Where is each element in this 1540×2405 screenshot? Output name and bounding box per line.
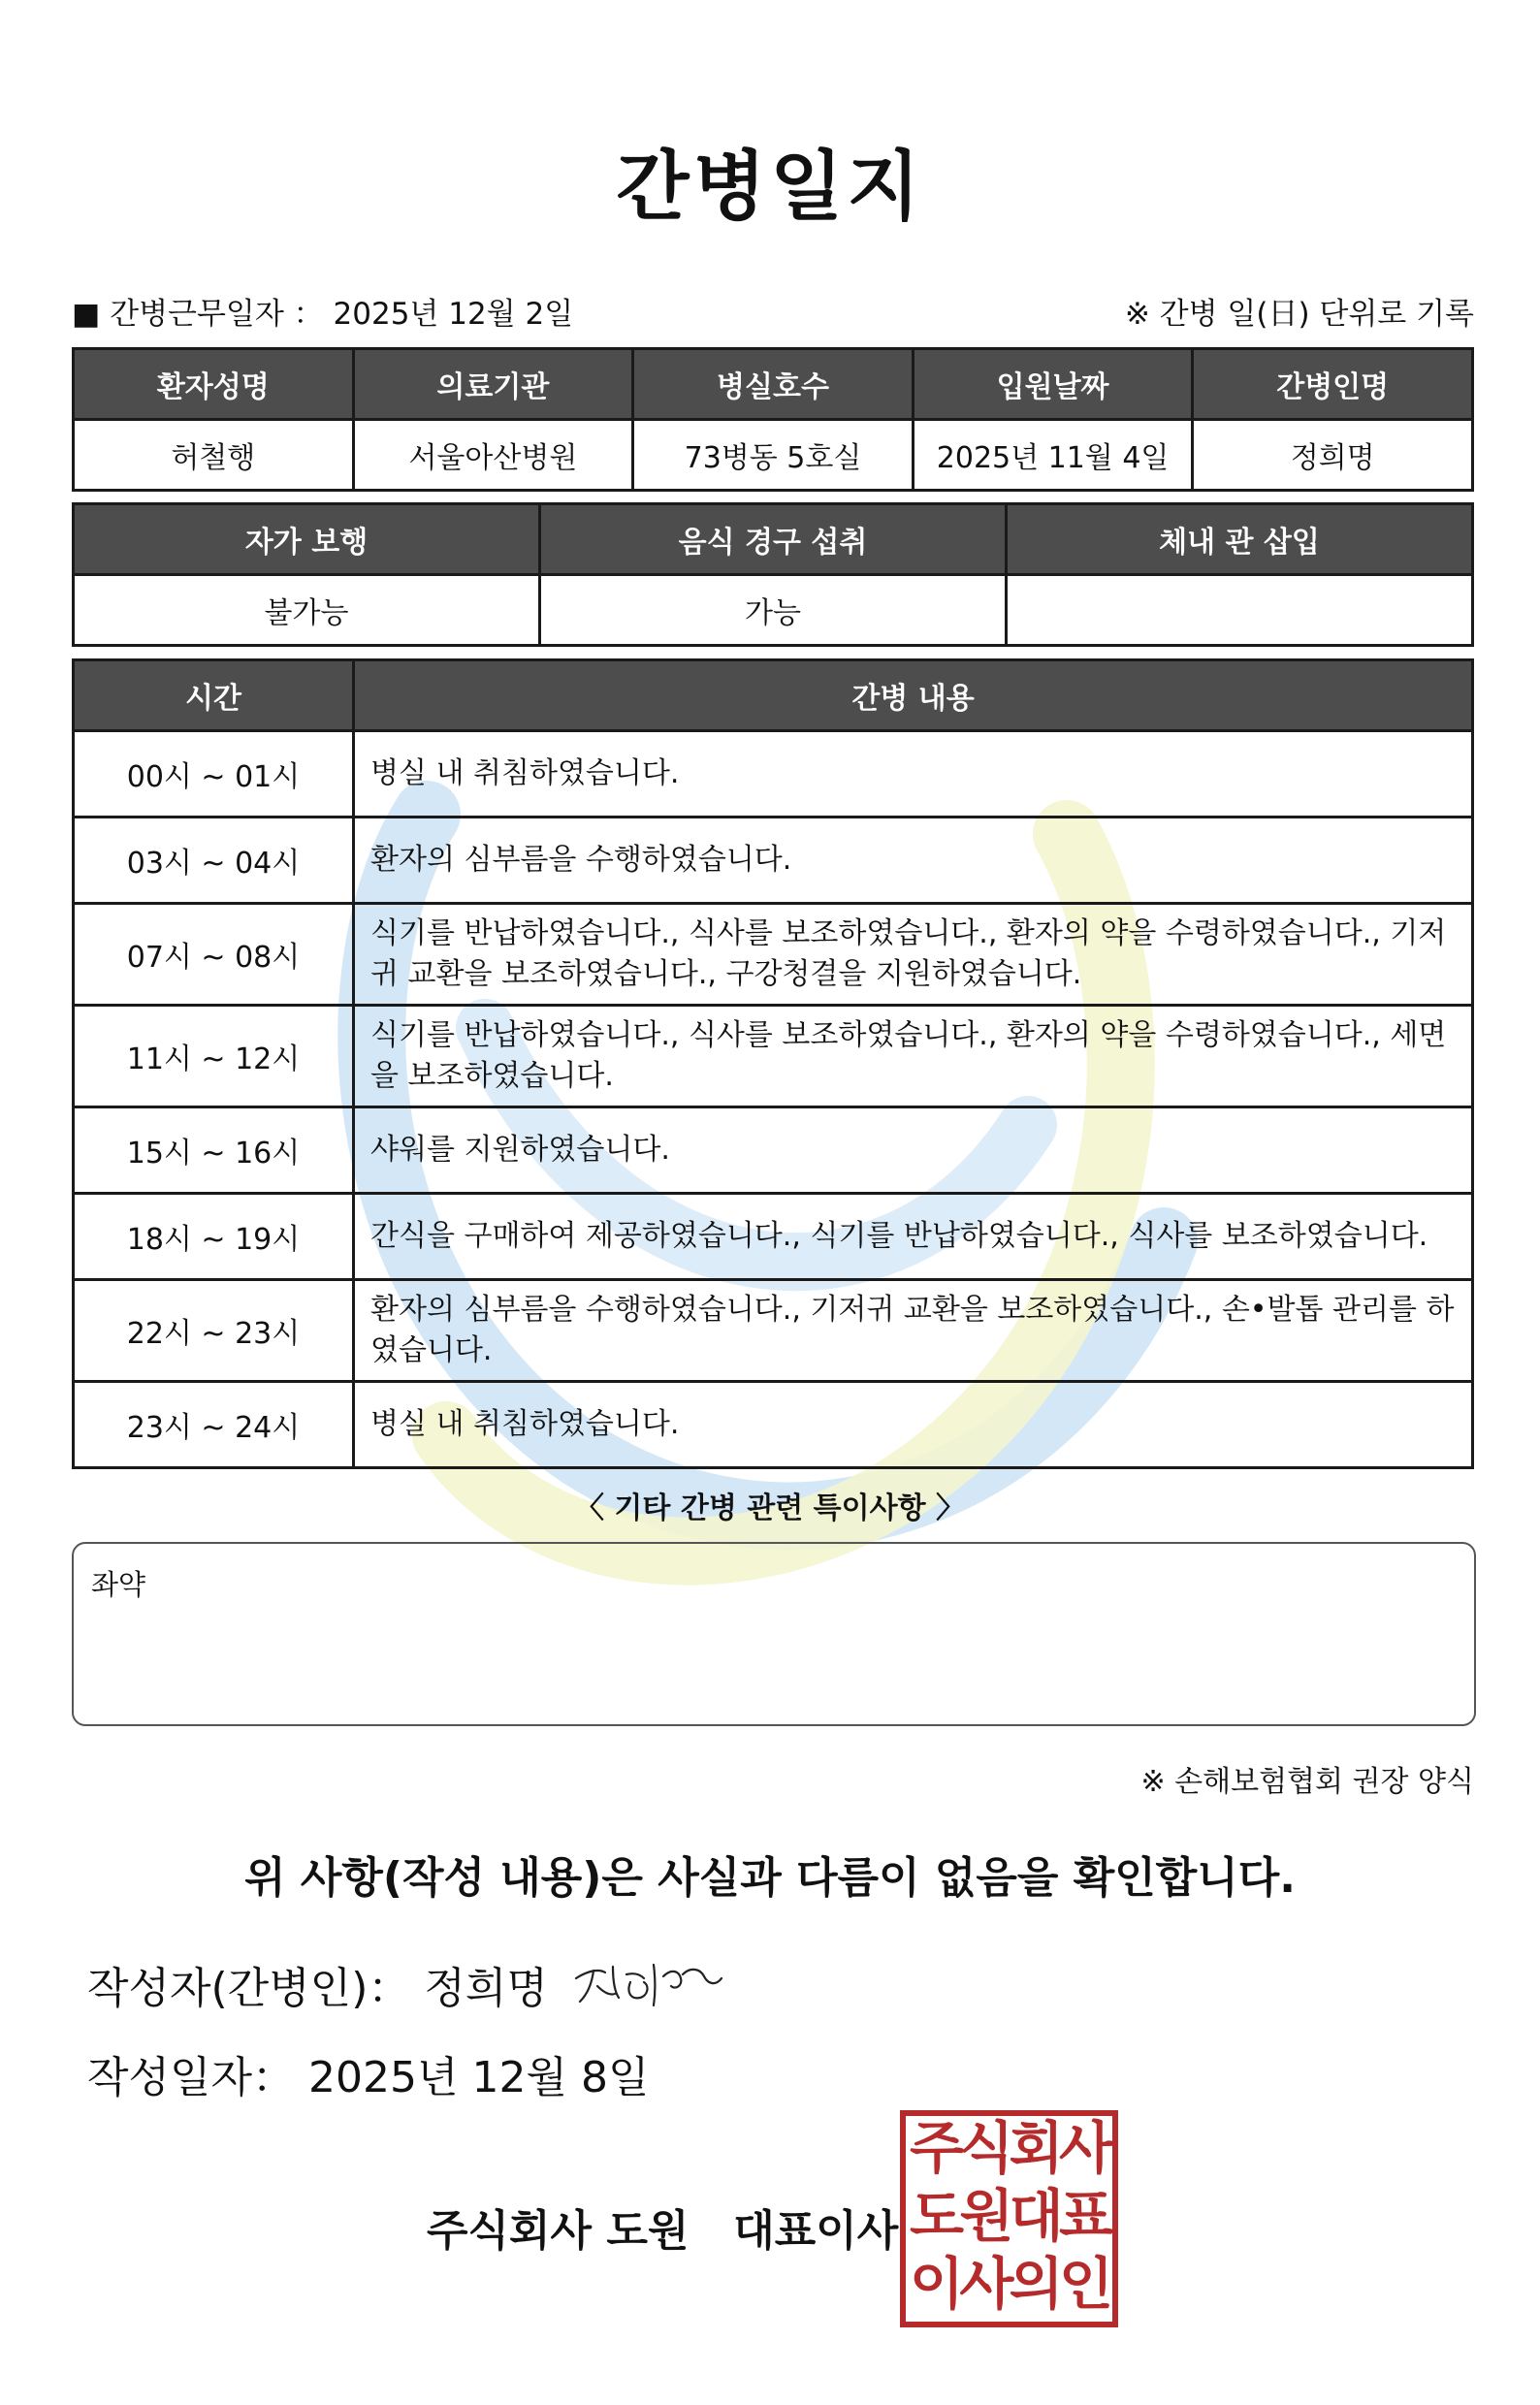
table-row bbox=[74, 1006, 1473, 1107]
header-caregiver: 간병인명 bbox=[1193, 349, 1473, 420]
content-cell: 식기를 반납하였습니다., 식사를 보조하였습니다., 환자의 약을 수령하였습니다., 세면을 보조하였습니다. bbox=[354, 1006, 1473, 1107]
seal-char: 이 bbox=[910, 2251, 965, 2317]
table-row bbox=[74, 904, 1473, 1006]
page-title: 간병일지 bbox=[616, 144, 924, 231]
time-cell: 11시 ~ 12시 bbox=[74, 1006, 354, 1107]
special-notes-label: 〈 기타 간병 관련 특이사항 〉 bbox=[574, 1491, 966, 1525]
header-institution: 의료기관 bbox=[353, 349, 633, 420]
writer-line: 작성자(간병인)： 정희명 bbox=[87, 1964, 548, 2013]
seal-row bbox=[910, 2115, 1114, 2181]
time-cell: 18시 ~ 19시 bbox=[74, 1194, 354, 1280]
company-seal-stamp bbox=[900, 2110, 1118, 2327]
room-number: 73병동 5호실 bbox=[633, 420, 914, 491]
content-cell: 병실 내 취침하였습니다. bbox=[354, 731, 1473, 818]
confirmation-statement: 위 사항(작성 내용)은 사실과 다름이 없음을 확인합니다. bbox=[244, 1853, 1296, 1903]
special-notes-text: 좌약 bbox=[91, 1568, 146, 1601]
time-cell: 22시 ~ 23시 bbox=[74, 1280, 354, 1382]
table-row bbox=[74, 1107, 1473, 1194]
patient-name: 허철행 bbox=[74, 420, 354, 491]
time-cell: 03시 ~ 04시 bbox=[74, 818, 354, 904]
header-care-content: 간병 내용 bbox=[354, 660, 1473, 731]
seal-char: 주 bbox=[910, 2115, 965, 2181]
content-cell: 샤워를 지원하였습니다. bbox=[354, 1107, 1473, 1194]
header-admission-date: 입원날짜 bbox=[913, 349, 1193, 420]
time-cell: 15시 ~ 16시 bbox=[74, 1107, 354, 1194]
time-cell: 00시 ~ 01시 bbox=[74, 731, 354, 818]
header-walking: 자가 보행 bbox=[74, 504, 540, 575]
seal-char: 도 bbox=[910, 2183, 965, 2249]
care-log-table bbox=[72, 658, 1474, 1469]
table-row bbox=[74, 818, 1473, 904]
seal-char: 식 bbox=[959, 2115, 1014, 2181]
header-room: 병실호수 bbox=[633, 349, 914, 420]
tube-value bbox=[1007, 575, 1473, 646]
seal-char: 대 bbox=[1009, 2183, 1064, 2249]
recommend-note: ※ 손해보험협회 권장 양식 bbox=[1140, 1765, 1474, 1799]
seal-char: 표 bbox=[1058, 2183, 1114, 2249]
header-tube: 체내 관 삽입 bbox=[1007, 504, 1473, 575]
signature-image bbox=[570, 1953, 725, 2015]
content-cell: 환자의 심부름을 수행하였습니다. bbox=[354, 818, 1473, 904]
status-table bbox=[72, 502, 1474, 647]
seal-row bbox=[910, 2251, 1114, 2317]
unit-note: ※ 간병 일(日) 단위로 기록 bbox=[1124, 297, 1474, 332]
table-row bbox=[74, 1194, 1473, 1280]
seal-char: 사 bbox=[959, 2251, 1014, 2317]
work-date: ■ 간병근무일자 ： 2025년 12월 2일 bbox=[72, 297, 574, 332]
content-cell: 환자의 심부름을 수행하였습니다., 기저귀 교환을 보조하였습니다., 손•발톱 관리를 하였습니다. bbox=[354, 1280, 1473, 1382]
table-row bbox=[74, 1382, 1473, 1468]
content-cell: 식기를 반납하였습니다., 식사를 보조하였습니다., 환자의 약을 수령하였습니다., 기저귀 교환을 보조하였습니다., 구강청결을 지원하였습니다. bbox=[354, 904, 1473, 1006]
header-time: 시간 bbox=[74, 660, 354, 731]
time-cell: 23시 ~ 24시 bbox=[74, 1382, 354, 1468]
seal-char: 회 bbox=[1009, 2115, 1064, 2181]
table-row bbox=[74, 1280, 1473, 1382]
seal-char: 원 bbox=[959, 2183, 1014, 2249]
seal-char: 의 bbox=[1009, 2251, 1064, 2317]
seal-char: 인 bbox=[1058, 2251, 1114, 2317]
header-patient-name: 환자성명 bbox=[74, 349, 354, 420]
caregiver-name: 정희명 bbox=[1193, 420, 1473, 491]
special-notes-box bbox=[72, 1542, 1476, 1726]
content-cell: 병실 내 취침하였습니다. bbox=[354, 1382, 1473, 1468]
header-oral-intake: 음식 경구 섭취 bbox=[540, 504, 1007, 575]
institution: 서울아산병원 bbox=[353, 420, 633, 491]
admission-date: 2025년 11월 4일 bbox=[913, 420, 1193, 491]
written-date-line: 작성일자： 2025년 12월 8일 bbox=[87, 2053, 650, 2102]
oral-intake-value: 가능 bbox=[540, 575, 1007, 646]
time-cell: 07시 ~ 08시 bbox=[74, 904, 354, 1006]
table-row bbox=[74, 731, 1473, 818]
seal-char: 사 bbox=[1058, 2115, 1114, 2181]
seal-row bbox=[910, 2183, 1114, 2249]
walking-value: 불가능 bbox=[74, 575, 540, 646]
patient-info-table bbox=[72, 347, 1474, 492]
content-cell: 간식을 구매하여 제공하였습니다., 식기를 반납하였습니다., 식사를 보조하였습니다. bbox=[354, 1194, 1473, 1280]
company-line: 주식회사 도원 대표이사 bbox=[427, 2206, 899, 2256]
